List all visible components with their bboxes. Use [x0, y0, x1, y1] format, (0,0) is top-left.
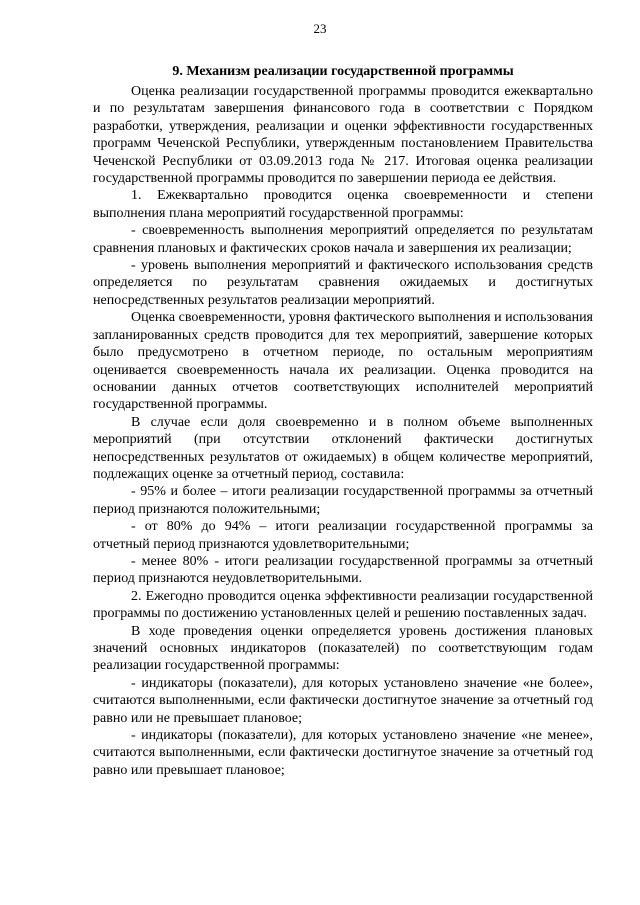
paragraph-execution-level: - уровень выполнения мероприятий и фактического использования средств определяется по результатам сравнения ожидаемых и достигнутых непосредственных результатов реализации мероприятий. [93, 258, 593, 308]
paragraph-positive: - 95% и более – итоги реализации государственной программы за отчетный период признаются положительными; [93, 484, 593, 517]
paragraph-quarterly: 1. Ежеквартально проводится оценка своевременности и степени выполнения плана мероприятий государственной программы: [93, 188, 593, 221]
paragraph-indicators: В ходе проведения оценки определяется уровень достижения плановых значений основных индикаторов (показателей) по соответствующим годам реализации государственной программы: [93, 623, 593, 674]
paragraph-satisfactory: - от 80% до 94% – итоги реализации государственной программы за отчетный период признаются удовлетворительными; [93, 519, 593, 552]
section-heading: 9. Механизм реализации государственной программы [172, 64, 514, 79]
paragraph-timeliness: - своевременность выполнения мероприятий определяется по результатам сравнения плановых и фактических сроков начала и завершения их реализации; [93, 223, 593, 256]
paragraph-not-more: - индикаторы (показатели), для которых установлено значение «не более», считаются выполненными, если фактически достигнутое значение за отчетный год равно или не превышает плановое; [93, 675, 593, 726]
paragraph-share-conditions: В случае если доля своевременно и в полном объеме выполненных мероприятий (при отсутствии отклонений фактически достигнутых непосредственных результатов от ожидаемых) в общем количестве мероприятий, подлежащих оценке за отчетный период, составила: [93, 414, 593, 482]
paragraph-unsatisfactory: - менее 80% - итоги реализации государственной программы за отчетный период признаются неудовлетворительными. [93, 553, 593, 587]
paragraph-annual: 2. Ежегодно проводится оценка эффективности реализации государственной программы по достижению установленных целей и решению поставленных задач. [93, 588, 593, 622]
page-content [93, 62, 593, 779]
page-number: 23 [313, 21, 327, 36]
paragraph-not-less: - индикаторы (показатели), для которых установлено значение «не менее», считаются выполненными, если фактически достигнутое значение за отчетный год равно или превышает плановое; [93, 728, 593, 778]
paragraph-intro: Оценка реализации государственной программы проводится ежеквартально и по результатам завершения финансового года в соответствии с Порядком разработки, утверждения, реализации и оценки эффективности государственных программ Чеченской Республики, утвержденным постановлением Правительства Чеченской Республики от 03.09.2013 года № 217. Итоговая оценка реализации государственной программы проводится по завершении периода ее действия. [93, 84, 593, 187]
paragraph-assessment: Оценка своевременности, уровня фактического выполнения и использования запланированных средств проводится для тех мероприятий, завершение которых было предусмотрено в отчетном периоде, по остальным мероприятиям оценивается своевременность начала их реализации. Оценка проводится на основании данных отчетов соответствующих исполнителей мероприятий государственной программы. [93, 310, 593, 413]
